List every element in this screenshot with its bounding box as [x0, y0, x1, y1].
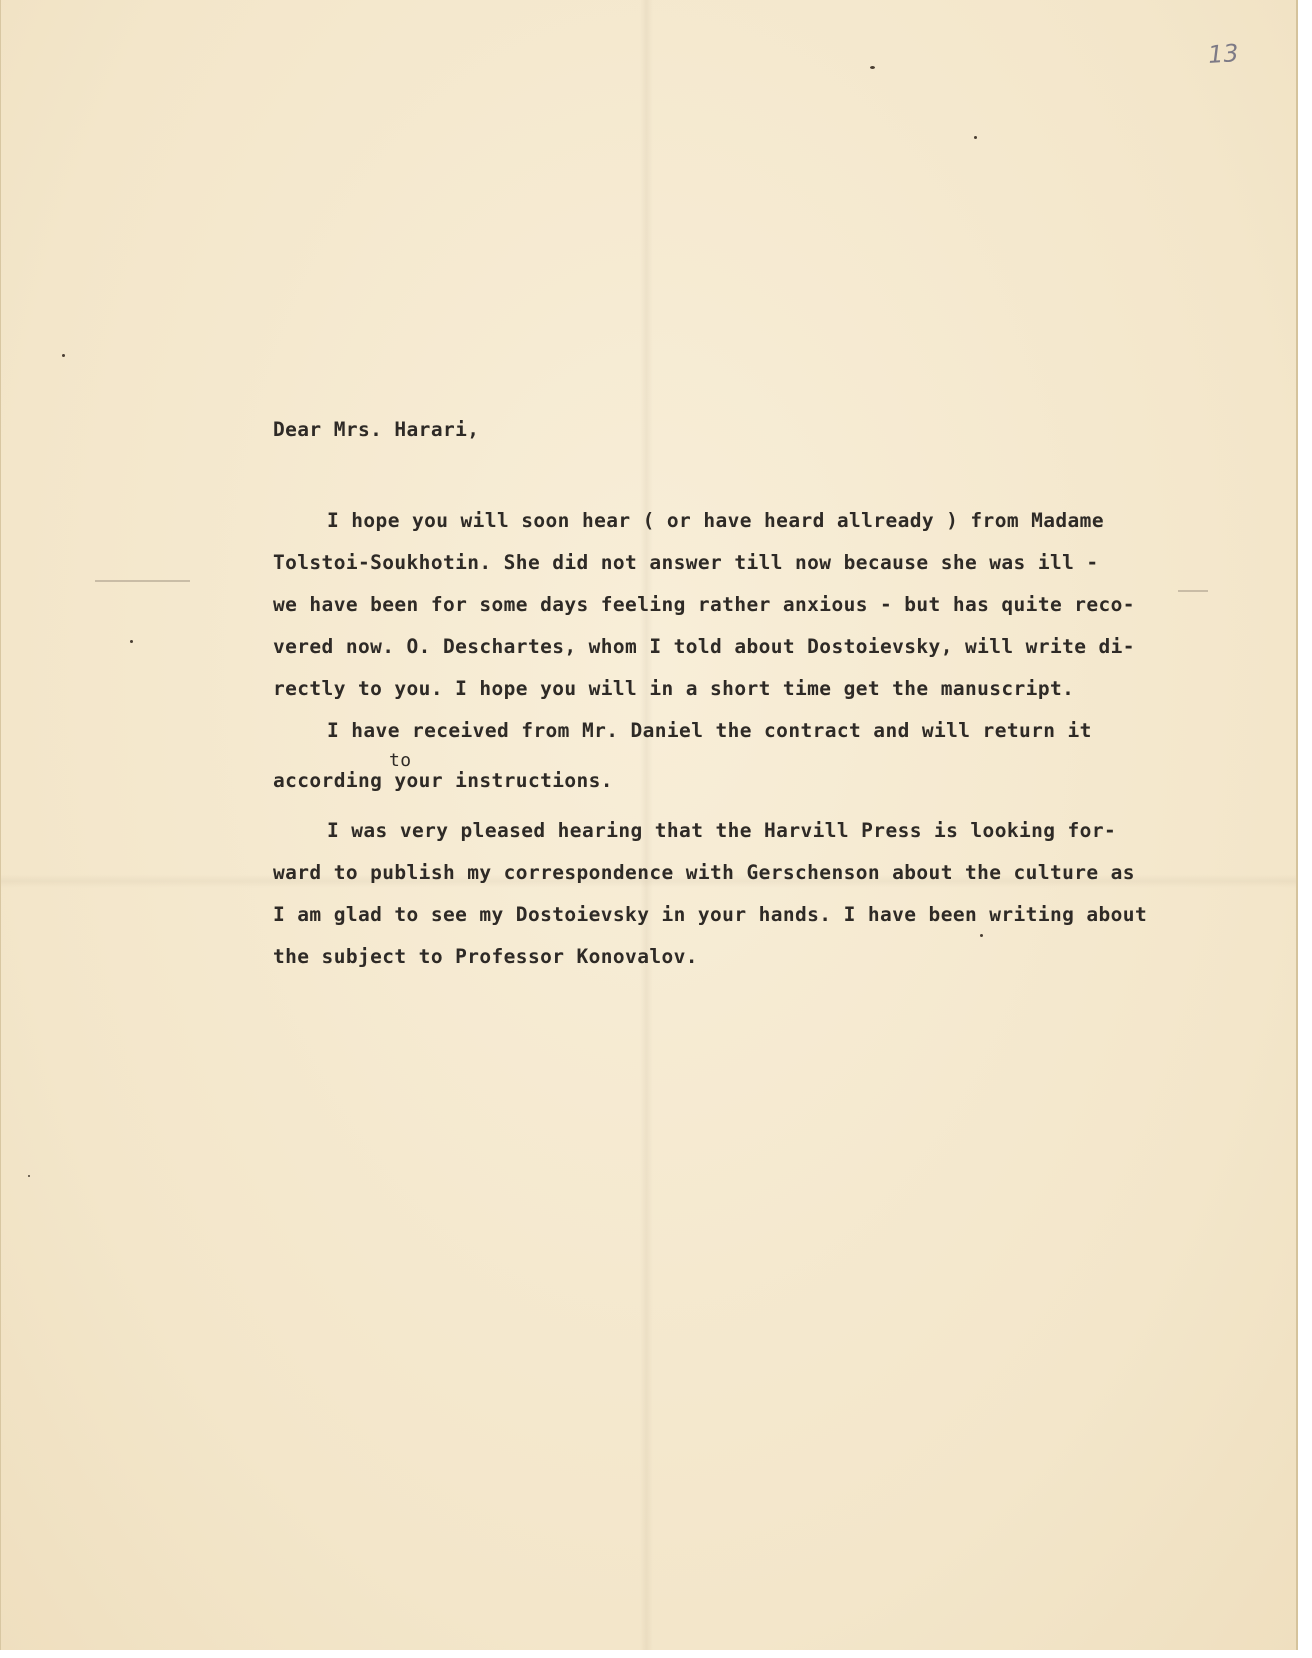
paper-speck [974, 136, 977, 139]
letter-body [273, 410, 1233, 978]
text-line: I have received from Mr. Daniel the contract and will return it [327, 719, 1092, 742]
paper-speck [130, 640, 133, 643]
text-line: Tolstoi-Soukhotin. She did not answer till now because she was ill - [273, 551, 1099, 574]
paper-speck [870, 66, 875, 69]
text-line: rectly to you. I hope you will in a short time get the manuscript. [273, 677, 1075, 700]
text-line: ward to publish my correspondence with Gerschenson about the culture as [273, 861, 1135, 884]
paragraph-1 [273, 500, 1233, 710]
text-line: the subject to Professor Konovalov. [273, 945, 698, 968]
interlinear-insertion: to [389, 750, 412, 771]
text-line: according your instructions. [273, 769, 613, 792]
paper-speck [62, 354, 65, 357]
paragraph-2 [273, 710, 1233, 794]
paragraph-3 [273, 810, 1233, 978]
text-line: I hope you will soon hear ( or have heard allready ) from Madame [327, 509, 1104, 532]
text-line: we have been for some days feeling rather anxious - but has quite reco- [273, 593, 1135, 616]
text-line: I am glad to see my Dostoievsky in your hands. I have been writing about [273, 903, 1148, 926]
text-line: vered now. O. Deschartes, whom I told about Dostoievsky, will write di- [273, 635, 1135, 658]
paper-speck [28, 1175, 30, 1177]
page-number: 13 [1207, 38, 1240, 70]
text-line: I was very pleased hearing that the Harvill Press is looking for- [327, 819, 1117, 842]
fold-mark-left [95, 580, 190, 582]
salutation: Dear Mrs. Harari, [273, 418, 480, 441]
